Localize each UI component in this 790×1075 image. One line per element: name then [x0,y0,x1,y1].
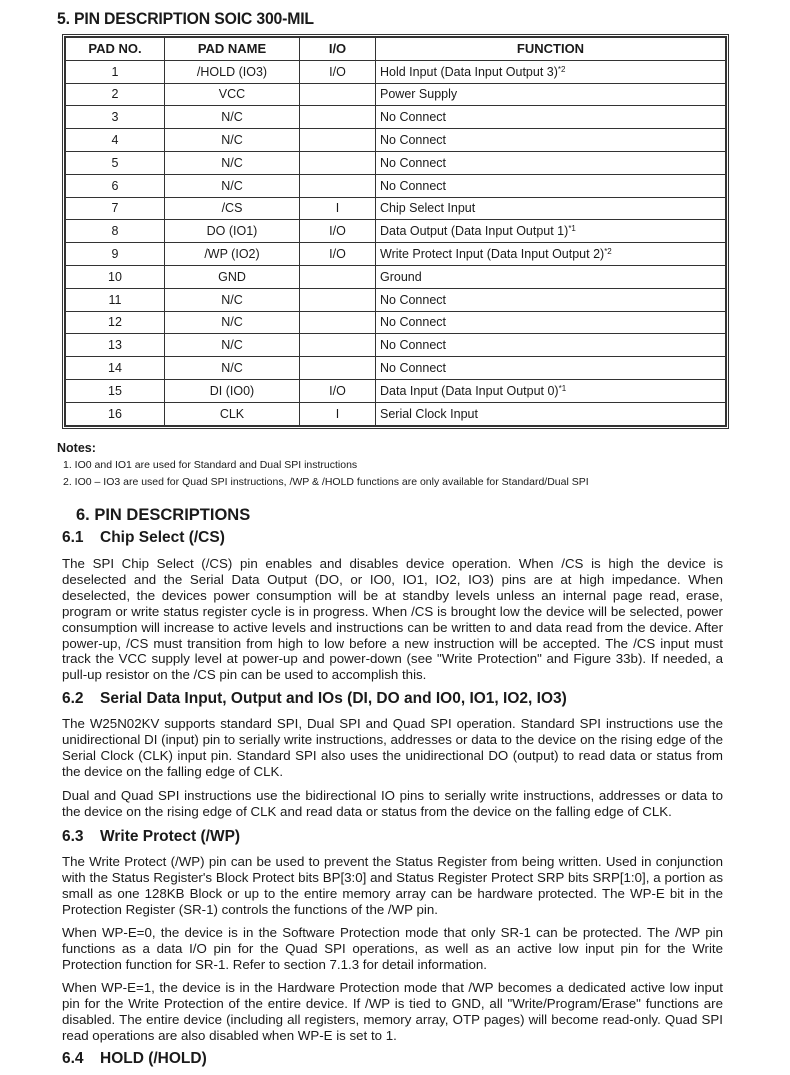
pad-name-cell: N/C [165,357,300,380]
function-text: No Connect [380,110,447,125]
pad-name-cell: /CS [165,197,300,220]
table-row [66,265,726,288]
io-cell [300,129,376,152]
pad-name-cell: N/C [165,288,300,311]
write-protect-paragraph-1: The Write Protect (/WP) pin can be used to prevent the Status Register from being written. Used in conjunction with the Status Register's Block Protect bits BP[3:0] and Status Register Protect SRP bits SRP[1:0], a portion as small as one 128KB Block or up to the entire memory array can be hardware protected. The WP-E bit in the Protection Register (SR-1) controls the functions of the /WP pin. [62,854,723,917]
pad-no-cell: 10 [66,265,165,288]
header-pad-no: PAD NO. [66,38,165,61]
pad-name-cell: N/C [165,151,300,174]
footnote-ref: *1 [568,224,576,234]
function-text: Data Output (Data Input Output 1) [380,224,569,239]
pad-no-cell: 11 [66,288,165,311]
io-cell [300,334,376,357]
function-text: Write Protect Input (Data Input Output 2) [380,247,605,262]
section-number: 6.3 [62,828,84,845]
function-text: No Connect [380,315,447,330]
section-6-1-heading [62,529,225,547]
function-text: No Connect [380,338,447,353]
section-title: Chip Select (/CS) [100,529,225,546]
pad-name-cell: N/C [165,334,300,357]
section-number: 6.4 [62,1050,84,1067]
table-row [66,151,726,174]
pad-name-cell: N/C [165,129,300,152]
io-cell [300,311,376,334]
function-cell [376,83,726,106]
pad-name-cell: N/C [165,174,300,197]
pad-name-cell: VCC [165,83,300,106]
function-cell [376,129,726,152]
io-cell: I [300,197,376,220]
table-row [66,288,726,311]
note-2: 2. IO0 – IO3 are used for Quad SPI instructions, /WP & /HOLD functions are only available for Standard/Dual SPI [63,476,589,488]
header-function: FUNCTION [376,38,726,61]
function-cell [376,357,726,380]
table-row [66,334,726,357]
function-cell [376,334,726,357]
section-6-4-heading [62,1050,207,1068]
note-1: 1. IO0 and IO1 are used for Standard and Dual SPI instructions [63,459,358,471]
pad-no-cell: 5 [66,151,165,174]
write-protect-paragraph-3: When WP-E=1, the device is in the Hardware Protection mode that /WP becomes a dedicated active low input pin for the Write Protection of the entire device. If /WP is tied to GND, all "Write/Program/Erase" functions are disabled. The entire device (including all registers, memory array, OTP pages) will become read-only. Quad SPI read operations are also disabled when WP-E is set to 1. [62,980,723,1043]
table-row [66,402,726,425]
section-title: Serial Data Input, Output and IOs (DI, DO and IO0, IO1, IO2, IO3) [100,690,567,707]
io-cell: I/O [300,60,376,83]
function-text: No Connect [380,361,447,376]
section-6-heading: 6. PIN DESCRIPTIONS [76,506,251,524]
function-text: Hold Input (Data Input Output 3) [380,64,558,79]
function-text: No Connect [380,292,447,307]
function-cell [376,220,726,243]
function-cell [376,106,726,129]
pad-no-cell: 6 [66,174,165,197]
table-row [66,243,726,266]
function-cell [376,151,726,174]
pad-name-cell: CLK [165,402,300,425]
pad-no-cell: 9 [66,243,165,266]
table-row [66,379,726,402]
footnote-ref: *2 [557,64,566,74]
pad-name-cell: DO (IO1) [165,220,300,243]
table-row [66,220,726,243]
io-cell [300,174,376,197]
pad-name-cell: /WP (IO2) [165,243,300,266]
table-row [66,129,726,152]
function-cell [376,379,726,402]
io-cell: I/O [300,379,376,402]
function-text: No Connect [380,178,447,193]
pad-no-cell: 2 [66,83,165,106]
serial-data-paragraph-2: Dual and Quad SPI instructions use the bidirectional IO pins to serially write instructions, addresses or data to the device on the rising edge of CLK and read data or status from the device on the falling edge of CLK. [62,788,723,819]
function-text: Serial Clock Input [380,406,478,421]
table-row [66,311,726,334]
io-cell [300,83,376,106]
header-io: I/O [300,38,376,61]
function-text: Power Supply [380,87,458,102]
function-cell [376,288,726,311]
write-protect-paragraph-2: When WP-E=0, the device is in the Software Protection mode that only SR-1 can be protected. The /WP pin functions as a data I/O pin for the Quad SPI operations, as well as an active low input pin for the Write Protection function for SR-1. Refer to section 7.1.3 for detail information. [62,925,723,972]
footnote-ref: *2 [604,247,612,257]
pad-no-cell: 15 [66,379,165,402]
pin-description-table [62,34,729,429]
table-row [66,197,726,220]
function-cell [376,243,726,266]
pad-no-cell: 14 [66,357,165,380]
header-pad-name: PAD NAME [165,38,300,61]
section-number: 6.2 [62,690,84,707]
function-cell [376,197,726,220]
section-title: HOLD (/HOLD) [100,1050,207,1067]
pad-no-cell: 1 [66,60,165,83]
pad-no-cell: 7 [66,197,165,220]
io-cell: I [300,402,376,425]
table-header-row [66,38,726,61]
io-cell: I/O [300,220,376,243]
pad-name-cell: /HOLD (IO3) [165,60,300,83]
function-cell [376,402,726,425]
pad-name-cell: GND [165,265,300,288]
pad-no-cell: 4 [66,129,165,152]
table-row [66,174,726,197]
function-cell [376,311,726,334]
table-row [66,83,726,106]
table-row [66,106,726,129]
serial-data-paragraph-1: The W25N02KV supports standard SPI, Dual SPI and Quad SPI operation. Standard SPI instructions use the unidirectional DI (input) pin to serially write instructions, addresses or data to the device on the rising edge of the Serial Clock (CLK) input pin. Standard SPI also uses the unidirectional DO (output) to read data or status from the device on the falling edge of CLK. [62,716,723,779]
pad-no-cell: 8 [66,220,165,243]
io-cell [300,106,376,129]
pad-name-cell: N/C [165,106,300,129]
table-row [66,60,726,83]
notes-title: Notes: [57,441,96,455]
function-cell [376,174,726,197]
section-number: 6.1 [62,529,84,546]
io-cell [300,357,376,380]
io-cell [300,265,376,288]
function-text: Data Input (Data Input Output 0) [380,383,559,398]
pad-name-cell: N/C [165,311,300,334]
function-cell [376,60,726,83]
io-cell: I/O [300,243,376,266]
section-title: Write Protect (/WP) [100,828,241,845]
section-6-3-heading [62,828,240,846]
section-5-heading: 5. PIN DESCRIPTION SOIC 300-MIL [57,9,314,28]
pad-no-cell: 3 [66,106,165,129]
function-text: Chip Select Input [380,201,476,216]
pad-no-cell: 16 [66,402,165,425]
io-cell [300,288,376,311]
chip-select-paragraph: The SPI Chip Select (/CS) pin enables and disables device operation. When /CS is high the device is deselected and the Serial Data Output (DO, or IO0, IO1, IO2, IO3) pins are at high impedance. When deselected, the devices power consumption will be at standby levels unless an internal page read, erase, program or write status register cycle is in progress. When /CS is brought low the device will be selected, power consumption will increase to active levels and instructions can be written to and data read from the device. After power-up, /CS must transition from high to low before a new instruction will be accepted. The /CS input must track the VCC supply level at power-up and power-down (see "Write Protection" and Figure 33b). If needed, a pull-up resistor on the /CS pin can be used to accomplish this. [62,556,723,683]
io-cell [300,151,376,174]
pad-no-cell: 12 [66,311,165,334]
footnote-ref: *1 [558,383,567,393]
pad-no-cell: 13 [66,334,165,357]
table-row [66,357,726,380]
function-text: No Connect [380,133,447,148]
function-cell [376,265,726,288]
section-6-2-heading [62,690,567,708]
function-text: Ground [380,269,422,284]
function-text: No Connect [380,155,447,170]
pad-name-cell: DI (IO0) [165,379,300,402]
